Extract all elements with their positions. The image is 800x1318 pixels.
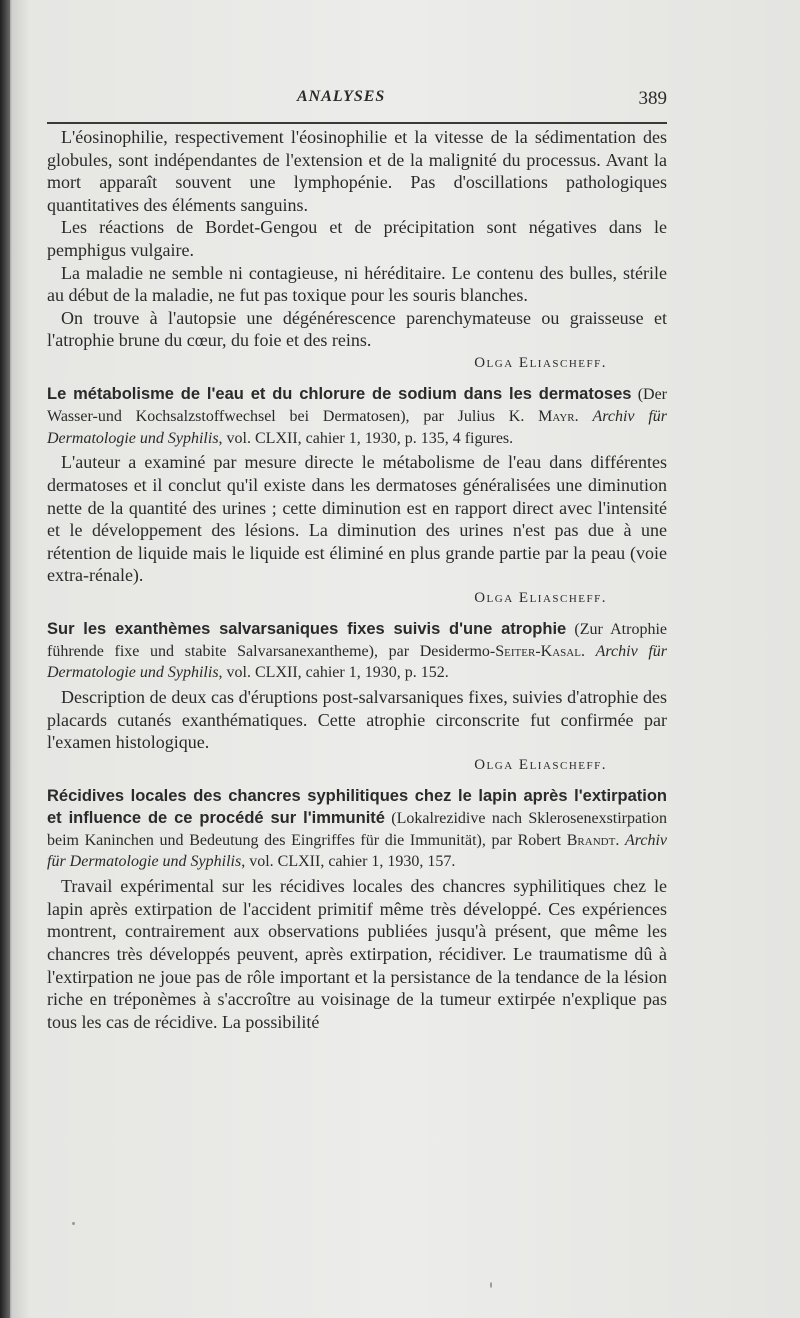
journal-name: Archiv für Dermatologie und Syphilis xyxy=(47,642,667,682)
book-spine-shadow xyxy=(0,0,10,1318)
signature: Olga Eliascheff. xyxy=(474,354,607,371)
intro-paragraph: On trouve à l'autopsie une dégénérescence parenchymateuse ou graisseuse et l'atrophie brune du cœur, du foie et des reins. xyxy=(47,307,667,351)
signature: Olga Eliascheff. xyxy=(474,757,607,774)
article-author: Seiter-Kasal xyxy=(495,642,581,660)
intro-paragraph: La maladie ne semble ni contagieuse, ni héréditaire. Le contenu des bulles, stérile au début de la maladie, ne fut pas toxique pour les souris blanches. xyxy=(47,262,667,306)
article-heading: Le métabolisme de l'eau et du chlorure de sodium dans les dermatoses (Der Wasser-und Kochsalzstoffwechsel bei Dermatosen), par Julius K. Mayr. Archiv für Dermatologie und Syphilis, vol. CLXII, cahier 1, 1930, p. 135, 4 figures. xyxy=(47,384,668,447)
intro-paragraph: Les réactions de Bordet-Gengou et de précipitation sont négatives dans le pemphigus vulgaire. xyxy=(47,217,667,260)
signature: Olga Eliascheff. xyxy=(474,589,607,606)
journal-name: Archiv für Dermatologie und Syphilis xyxy=(47,407,668,447)
page-content xyxy=(47,126,667,1033)
journal-name: Archiv für Dermatologie und Syphilis xyxy=(47,831,668,871)
header-rule xyxy=(47,122,667,124)
article-heading: Récidives locales des chancres syphilitiques chez le lapin après l'extirpation et influence de ce procédé sur l'immunité (Lokalrezidive nach Sklerosenexstirpation beim Kaninchen und Bedeutung des Eingriffes für die Immunität), par Robert Brandt. Archiv für Dermatologie und Syphilis, vol. CLXII, cahier 1, 1930, 157. xyxy=(47,787,668,871)
article-salvarsan-exanthems xyxy=(47,619,667,776)
article-body: L'auteur a examiné par mesure directe le métabolisme de l'eau dans différentes dermatoses et il conclut qu'il existe dans les dermatoses généralisées une diminution nette de la quantité des urines ; cette diminution est en rapport direct avec l'intensité et le développement des lésions. La diminution des urines n'est pas due à une rétention de liquide mais le liquide est éliminé en plus grande partie par la peau (voie extra-rénale). xyxy=(47,452,667,586)
running-title: ANALYSES xyxy=(297,88,386,105)
article-title: Récidives locales des chancres syphilitiques chez le lapin après l'extirpation et influence de ce procédé sur l'immunité xyxy=(47,787,667,827)
paper-speck xyxy=(490,1282,492,1288)
intro-paragraph: L'éosinophilie, respectivement l'éosinophilie et la vitesse de la sédimentation des globules, sont indépendantes de l'extension et de la malignité du processus. Avant la mort apparaît souvent une lymphopénie. Pas d'oscillations pathologiques quantitatives des éléments sanguins. xyxy=(47,127,667,215)
article-body: Description de deux cas d'éruptions post-salvarsaniques fixes, suivies d'atrophie des placards cutanés exanthématiques. Cette atrophie circonscrite fut confirmée par l'examen histologique. xyxy=(47,687,667,753)
page-number: 389 xyxy=(638,88,667,109)
article-water-metabolism xyxy=(47,384,667,609)
article-title: Sur les exanthèmes salvarsaniques fixes suivis d'une atrophie xyxy=(47,619,567,638)
article-title: Le métabolisme de l'eau et du chlorure de sodium dans les dermatoses xyxy=(47,384,632,403)
article-author: Mayr xyxy=(538,407,575,425)
article-author: Brandt xyxy=(566,831,616,849)
intro-section xyxy=(47,126,667,374)
article-heading: Sur les exanthèmes salvarsaniques fixes suivis d'une atrophie (Zur Atrophie führende fixe und stabite Salvarsanexanthеme), par Desidermo-Seiter-Kasal. Archiv für Dermatologie und Syphilis, vol. CLXII, cahier 1, 1930, p. 152. xyxy=(47,619,667,682)
page-header xyxy=(47,88,667,116)
paper-speck xyxy=(72,1222,75,1225)
article-body: Travail expérimental sur les récidives locales des chancres syphilitiques chez le lapin après extirpation de l'accident primitif même très développé. Ces expériences montrent, contrairement aux observations publiées jusqu'à présent, que même les chancres très développés peuvent, après extirpation, récidiver. Le traumatisme dû à l'extirpation ne joue pas de rôle important et la persistance de la tendance de la lésion riche en tréponèmes à s'accroître au voisinage de la tumeur extirpée n'explique pas tous les cas de récidive. La possibilité xyxy=(47,876,667,1032)
article-syphilitic-chancres xyxy=(47,786,667,1033)
